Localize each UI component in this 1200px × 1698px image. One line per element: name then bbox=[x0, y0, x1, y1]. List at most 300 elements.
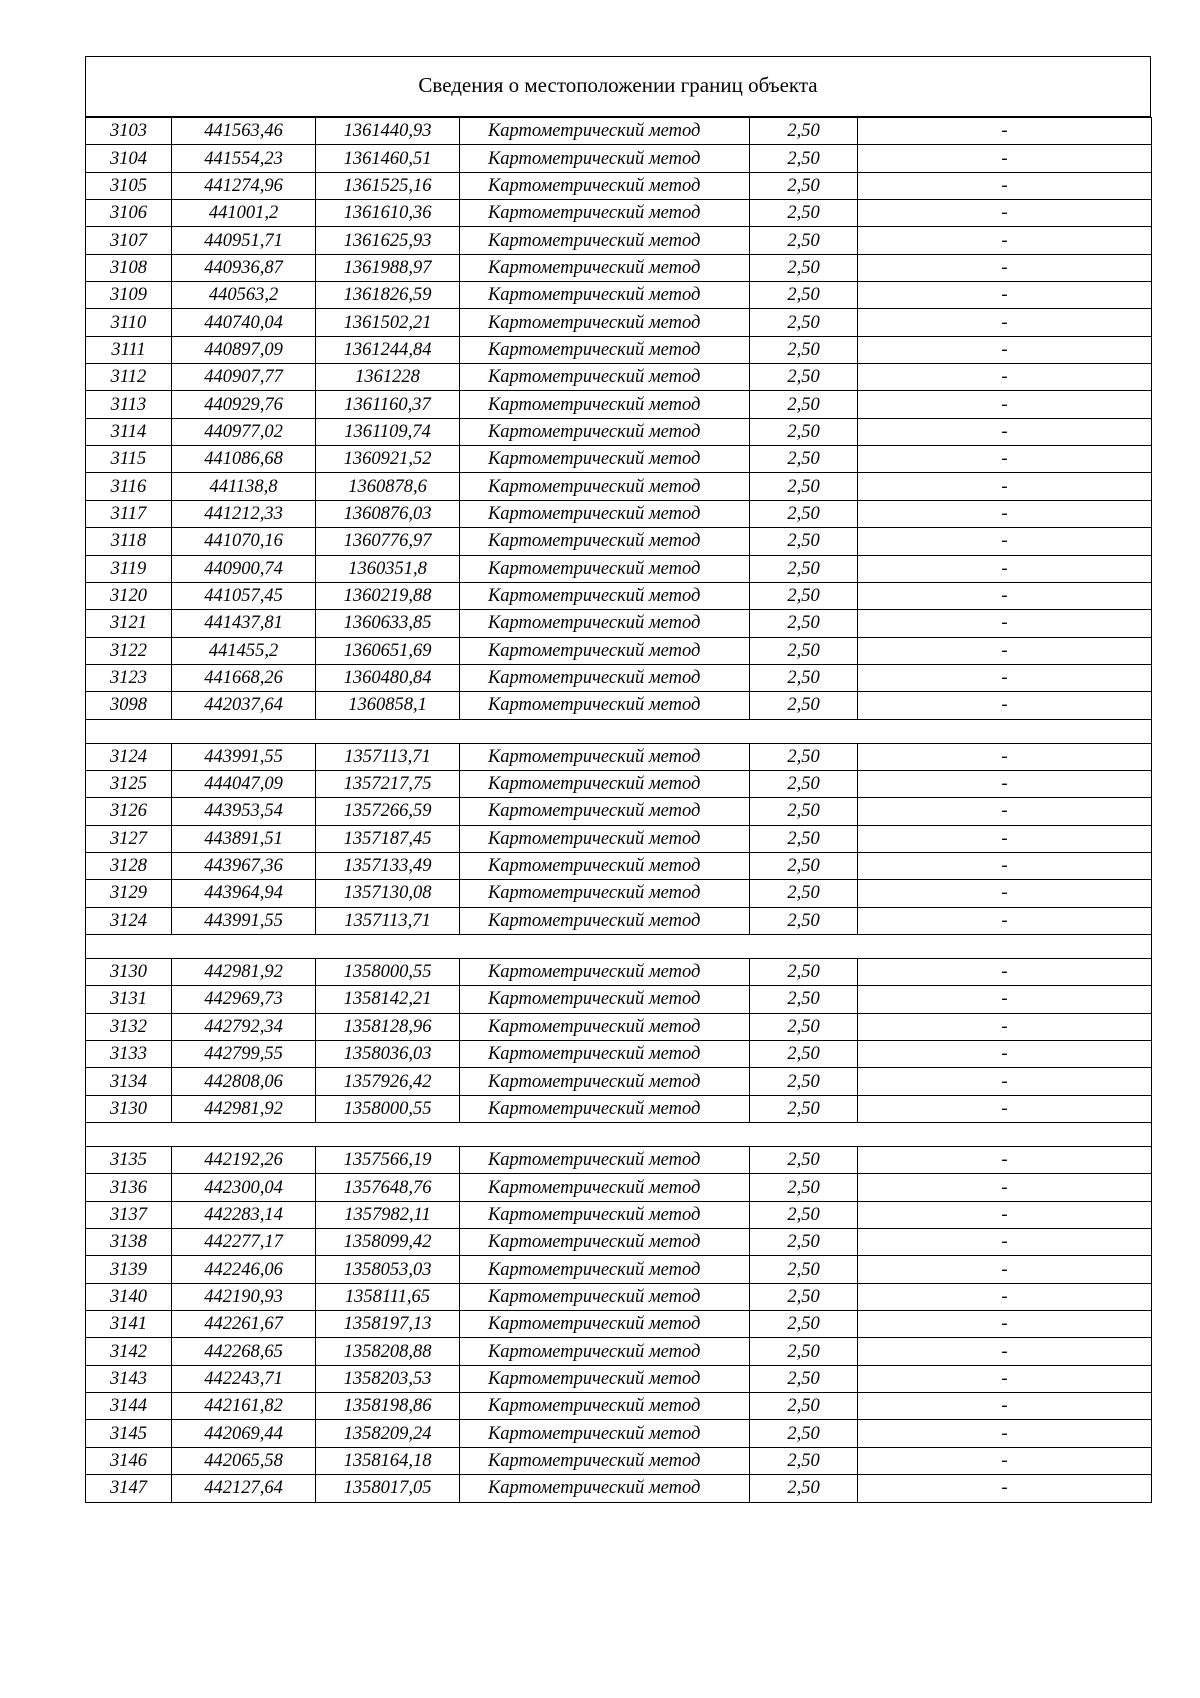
accuracy-cell: 2,50 bbox=[750, 1013, 858, 1040]
accuracy-cell: 2,50 bbox=[750, 227, 858, 254]
point-number-cell: 3115 bbox=[86, 446, 172, 473]
accuracy-cell: 2,50 bbox=[750, 254, 858, 281]
table-row bbox=[86, 798, 1152, 825]
accuracy-cell: 2,50 bbox=[750, 1068, 858, 1095]
table-row bbox=[86, 1283, 1152, 1310]
accuracy-cell: 2,50 bbox=[750, 958, 858, 985]
y-coordinate-cell: 1357130,08 bbox=[316, 880, 460, 907]
table-row bbox=[86, 610, 1152, 637]
x-coordinate-cell: 443964,94 bbox=[172, 880, 316, 907]
method-cell: Картометрический метод bbox=[460, 880, 750, 907]
accuracy-cell: 2,50 bbox=[750, 1229, 858, 1256]
method-cell: Картометрический метод bbox=[460, 1013, 750, 1040]
note-cell: - bbox=[858, 1311, 1152, 1338]
x-coordinate-cell: 440897,09 bbox=[172, 336, 316, 363]
method-cell: Картометрический метод bbox=[460, 582, 750, 609]
point-number-cell: 3125 bbox=[86, 770, 172, 797]
table-row bbox=[86, 907, 1152, 934]
accuracy-cell: 2,50 bbox=[750, 555, 858, 582]
y-coordinate-cell: 1358017,05 bbox=[316, 1475, 460, 1502]
table-row bbox=[86, 336, 1152, 363]
point-number-cell: 3135 bbox=[86, 1147, 172, 1174]
note-cell: - bbox=[858, 770, 1152, 797]
table-row bbox=[86, 528, 1152, 555]
table-row bbox=[86, 986, 1152, 1013]
table-row bbox=[86, 227, 1152, 254]
x-coordinate-cell: 442192,26 bbox=[172, 1147, 316, 1174]
method-cell: Картометрический метод bbox=[460, 1256, 750, 1283]
accuracy-cell: 2,50 bbox=[750, 1147, 858, 1174]
accuracy-cell: 2,50 bbox=[750, 825, 858, 852]
method-cell: Картометрический метод bbox=[460, 1229, 750, 1256]
x-coordinate-cell: 441070,16 bbox=[172, 528, 316, 555]
table-row bbox=[86, 118, 1152, 145]
point-number-cell: 3104 bbox=[86, 145, 172, 172]
point-number-cell: 3143 bbox=[86, 1365, 172, 1392]
accuracy-cell: 2,50 bbox=[750, 1365, 858, 1392]
y-coordinate-cell: 1358208,88 bbox=[316, 1338, 460, 1365]
accuracy-cell: 2,50 bbox=[750, 446, 858, 473]
method-cell: Картометрический метод bbox=[460, 145, 750, 172]
y-coordinate-cell: 1360776,97 bbox=[316, 528, 460, 555]
note-cell: - bbox=[858, 1283, 1152, 1310]
note-cell: - bbox=[858, 1229, 1152, 1256]
note-cell: - bbox=[858, 1174, 1152, 1201]
boundary-coordinates-sheet bbox=[85, 56, 1151, 1503]
accuracy-cell: 2,50 bbox=[750, 309, 858, 336]
method-cell: Картометрический метод bbox=[460, 555, 750, 582]
point-number-cell: 3098 bbox=[86, 692, 172, 719]
method-cell: Картометрический метод bbox=[460, 1338, 750, 1365]
x-coordinate-cell: 440929,76 bbox=[172, 391, 316, 418]
accuracy-cell: 2,50 bbox=[750, 1201, 858, 1228]
method-cell: Картометрический метод bbox=[460, 391, 750, 418]
coordinates-table bbox=[85, 117, 1152, 1503]
group-separator-cell bbox=[86, 1123, 1152, 1147]
accuracy-cell: 2,50 bbox=[750, 1311, 858, 1338]
note-cell: - bbox=[858, 555, 1152, 582]
coordinates-table-body bbox=[86, 118, 1152, 1503]
point-number-cell: 3117 bbox=[86, 500, 172, 527]
y-coordinate-cell: 1358197,13 bbox=[316, 1311, 460, 1338]
x-coordinate-cell: 442981,92 bbox=[172, 958, 316, 985]
y-coordinate-cell: 1357982,11 bbox=[316, 1201, 460, 1228]
point-number-cell: 3124 bbox=[86, 743, 172, 770]
x-coordinate-cell: 442808,06 bbox=[172, 1068, 316, 1095]
y-coordinate-cell: 1361244,84 bbox=[316, 336, 460, 363]
method-cell: Картометрический метод bbox=[460, 958, 750, 985]
table-row bbox=[86, 254, 1152, 281]
table-row bbox=[86, 418, 1152, 445]
x-coordinate-cell: 442190,93 bbox=[172, 1283, 316, 1310]
method-cell: Картометрический метод bbox=[460, 852, 750, 879]
x-coordinate-cell: 443991,55 bbox=[172, 743, 316, 770]
y-coordinate-cell: 1358053,03 bbox=[316, 1256, 460, 1283]
point-number-cell: 3146 bbox=[86, 1447, 172, 1474]
x-coordinate-cell: 442300,04 bbox=[172, 1174, 316, 1201]
point-number-cell: 3112 bbox=[86, 364, 172, 391]
x-coordinate-cell: 441437,81 bbox=[172, 610, 316, 637]
note-cell: - bbox=[858, 637, 1152, 664]
note-cell: - bbox=[858, 1041, 1152, 1068]
accuracy-cell: 2,50 bbox=[750, 610, 858, 637]
accuracy-cell: 2,50 bbox=[750, 743, 858, 770]
method-cell: Картометрический метод bbox=[460, 798, 750, 825]
accuracy-cell: 2,50 bbox=[750, 1420, 858, 1447]
x-coordinate-cell: 440977,02 bbox=[172, 418, 316, 445]
y-coordinate-cell: 1360876,03 bbox=[316, 500, 460, 527]
x-coordinate-cell: 443991,55 bbox=[172, 907, 316, 934]
x-coordinate-cell: 442243,71 bbox=[172, 1365, 316, 1392]
y-coordinate-cell: 1361525,16 bbox=[316, 172, 460, 199]
method-cell: Картометрический метод bbox=[460, 1311, 750, 1338]
note-cell: - bbox=[858, 852, 1152, 879]
note-cell: - bbox=[858, 958, 1152, 985]
y-coordinate-cell: 1358128,96 bbox=[316, 1013, 460, 1040]
y-coordinate-cell: 1358036,03 bbox=[316, 1041, 460, 1068]
note-cell: - bbox=[858, 254, 1152, 281]
note-cell: - bbox=[858, 1147, 1152, 1174]
x-coordinate-cell: 440936,87 bbox=[172, 254, 316, 281]
method-cell: Картометрический метод bbox=[460, 1420, 750, 1447]
note-cell: - bbox=[858, 664, 1152, 691]
method-cell: Картометрический метод bbox=[460, 1393, 750, 1420]
accuracy-cell: 2,50 bbox=[750, 200, 858, 227]
point-number-cell: 3103 bbox=[86, 118, 172, 145]
table-row bbox=[86, 446, 1152, 473]
y-coordinate-cell: 1361826,59 bbox=[316, 282, 460, 309]
y-coordinate-cell: 1360633,85 bbox=[316, 610, 460, 637]
x-coordinate-cell: 444047,09 bbox=[172, 770, 316, 797]
y-coordinate-cell: 1357113,71 bbox=[316, 907, 460, 934]
point-number-cell: 3138 bbox=[86, 1229, 172, 1256]
point-number-cell: 3111 bbox=[86, 336, 172, 363]
table-row bbox=[86, 637, 1152, 664]
accuracy-cell: 2,50 bbox=[750, 1174, 858, 1201]
table-row bbox=[86, 1475, 1152, 1502]
y-coordinate-cell: 1357926,42 bbox=[316, 1068, 460, 1095]
group-separator-cell bbox=[86, 934, 1152, 958]
x-coordinate-cell: 442261,67 bbox=[172, 1311, 316, 1338]
method-cell: Картометрический метод bbox=[460, 446, 750, 473]
y-coordinate-cell: 1361160,37 bbox=[316, 391, 460, 418]
method-cell: Картометрический метод bbox=[460, 1095, 750, 1122]
table-row bbox=[86, 473, 1152, 500]
accuracy-cell: 2,50 bbox=[750, 282, 858, 309]
table-row bbox=[86, 364, 1152, 391]
method-cell: Картометрический метод bbox=[460, 907, 750, 934]
method-cell: Картометрический метод bbox=[460, 692, 750, 719]
table-row bbox=[86, 880, 1152, 907]
point-number-cell: 3105 bbox=[86, 172, 172, 199]
note-cell: - bbox=[858, 309, 1152, 336]
y-coordinate-cell: 1360351,8 bbox=[316, 555, 460, 582]
point-number-cell: 3130 bbox=[86, 958, 172, 985]
y-coordinate-cell: 1358164,18 bbox=[316, 1447, 460, 1474]
point-number-cell: 3110 bbox=[86, 309, 172, 336]
table-row bbox=[86, 1147, 1152, 1174]
note-cell: - bbox=[858, 200, 1152, 227]
method-cell: Картометрический метод bbox=[460, 1201, 750, 1228]
y-coordinate-cell: 1357266,59 bbox=[316, 798, 460, 825]
x-coordinate-cell: 442792,34 bbox=[172, 1013, 316, 1040]
note-cell: - bbox=[858, 1365, 1152, 1392]
method-cell: Картометрический метод bbox=[460, 336, 750, 363]
accuracy-cell: 2,50 bbox=[750, 418, 858, 445]
y-coordinate-cell: 1357217,75 bbox=[316, 770, 460, 797]
note-cell: - bbox=[858, 743, 1152, 770]
note-cell: - bbox=[858, 1201, 1152, 1228]
table-row bbox=[86, 582, 1152, 609]
y-coordinate-cell: 1357133,49 bbox=[316, 852, 460, 879]
table-row bbox=[86, 1229, 1152, 1256]
y-coordinate-cell: 1358099,42 bbox=[316, 1229, 460, 1256]
table-row bbox=[86, 172, 1152, 199]
note-cell: - bbox=[858, 446, 1152, 473]
x-coordinate-cell: 440907,77 bbox=[172, 364, 316, 391]
point-number-cell: 3134 bbox=[86, 1068, 172, 1095]
x-coordinate-cell: 442065,58 bbox=[172, 1447, 316, 1474]
y-coordinate-cell: 1358111,65 bbox=[316, 1283, 460, 1310]
x-coordinate-cell: 441001,2 bbox=[172, 200, 316, 227]
accuracy-cell: 2,50 bbox=[750, 336, 858, 363]
note-cell: - bbox=[858, 118, 1152, 145]
method-cell: Картометрический метод bbox=[460, 227, 750, 254]
accuracy-cell: 2,50 bbox=[750, 364, 858, 391]
method-cell: Картометрический метод bbox=[460, 500, 750, 527]
note-cell: - bbox=[858, 1447, 1152, 1474]
y-coordinate-cell: 1358000,55 bbox=[316, 1095, 460, 1122]
point-number-cell: 3144 bbox=[86, 1393, 172, 1420]
table-row bbox=[86, 391, 1152, 418]
method-cell: Картометрический метод bbox=[460, 473, 750, 500]
accuracy-cell: 2,50 bbox=[750, 391, 858, 418]
note-cell: - bbox=[858, 473, 1152, 500]
note-cell: - bbox=[858, 692, 1152, 719]
table-row bbox=[86, 1311, 1152, 1338]
point-number-cell: 3108 bbox=[86, 254, 172, 281]
x-coordinate-cell: 440563,2 bbox=[172, 282, 316, 309]
y-coordinate-cell: 1361228 bbox=[316, 364, 460, 391]
note-cell: - bbox=[858, 528, 1152, 555]
method-cell: Картометрический метод bbox=[460, 743, 750, 770]
point-number-cell: 3121 bbox=[86, 610, 172, 637]
method-cell: Картометрический метод bbox=[460, 610, 750, 637]
y-coordinate-cell: 1361109,74 bbox=[316, 418, 460, 445]
x-coordinate-cell: 441086,68 bbox=[172, 446, 316, 473]
note-cell: - bbox=[858, 364, 1152, 391]
y-coordinate-cell: 1358142,21 bbox=[316, 986, 460, 1013]
y-coordinate-cell: 1360651,69 bbox=[316, 637, 460, 664]
point-number-cell: 3140 bbox=[86, 1283, 172, 1310]
point-number-cell: 3113 bbox=[86, 391, 172, 418]
note-cell: - bbox=[858, 172, 1152, 199]
table-row bbox=[86, 770, 1152, 797]
note-cell: - bbox=[858, 1068, 1152, 1095]
table-row bbox=[86, 958, 1152, 985]
y-coordinate-cell: 1357648,76 bbox=[316, 1174, 460, 1201]
accuracy-cell: 2,50 bbox=[750, 500, 858, 527]
method-cell: Картометрический метод bbox=[460, 664, 750, 691]
method-cell: Картометрический метод bbox=[460, 1283, 750, 1310]
y-coordinate-cell: 1357187,45 bbox=[316, 825, 460, 852]
table-row bbox=[86, 200, 1152, 227]
method-cell: Картометрический метод bbox=[460, 1041, 750, 1068]
point-number-cell: 3126 bbox=[86, 798, 172, 825]
method-cell: Картометрический метод bbox=[460, 1475, 750, 1502]
method-cell: Картометрический метод bbox=[460, 825, 750, 852]
accuracy-cell: 2,50 bbox=[750, 770, 858, 797]
table-row bbox=[86, 282, 1152, 309]
method-cell: Картометрический метод bbox=[460, 118, 750, 145]
x-coordinate-cell: 442981,92 bbox=[172, 1095, 316, 1122]
x-coordinate-cell: 441212,33 bbox=[172, 500, 316, 527]
accuracy-cell: 2,50 bbox=[750, 172, 858, 199]
note-cell: - bbox=[858, 391, 1152, 418]
note-cell: - bbox=[858, 1393, 1152, 1420]
table-row bbox=[86, 145, 1152, 172]
y-coordinate-cell: 1360858,1 bbox=[316, 692, 460, 719]
note-cell: - bbox=[858, 418, 1152, 445]
method-cell: Картометрический метод bbox=[460, 418, 750, 445]
note-cell: - bbox=[858, 145, 1152, 172]
y-coordinate-cell: 1361440,93 bbox=[316, 118, 460, 145]
point-number-cell: 3124 bbox=[86, 907, 172, 934]
method-cell: Картометрический метод bbox=[460, 309, 750, 336]
table-row bbox=[86, 555, 1152, 582]
x-coordinate-cell: 441563,46 bbox=[172, 118, 316, 145]
point-number-cell: 3142 bbox=[86, 1338, 172, 1365]
x-coordinate-cell: 442277,17 bbox=[172, 1229, 316, 1256]
y-coordinate-cell: 1361625,93 bbox=[316, 227, 460, 254]
method-cell: Картометрический метод bbox=[460, 200, 750, 227]
note-cell: - bbox=[858, 1420, 1152, 1447]
x-coordinate-cell: 441455,2 bbox=[172, 637, 316, 664]
method-cell: Картометрический метод bbox=[460, 1174, 750, 1201]
accuracy-cell: 2,50 bbox=[750, 528, 858, 555]
point-number-cell: 3136 bbox=[86, 1174, 172, 1201]
x-coordinate-cell: 442069,44 bbox=[172, 1420, 316, 1447]
accuracy-cell: 2,50 bbox=[750, 1338, 858, 1365]
table-row bbox=[86, 664, 1152, 691]
note-cell: - bbox=[858, 880, 1152, 907]
method-cell: Картометрический метод bbox=[460, 1068, 750, 1095]
accuracy-cell: 2,50 bbox=[750, 664, 858, 691]
x-coordinate-cell: 442268,65 bbox=[172, 1338, 316, 1365]
group-separator-cell bbox=[86, 719, 1152, 743]
table-row bbox=[86, 692, 1152, 719]
table-row bbox=[86, 1013, 1152, 1040]
point-number-cell: 3132 bbox=[86, 1013, 172, 1040]
y-coordinate-cell: 1357566,19 bbox=[316, 1147, 460, 1174]
y-coordinate-cell: 1357113,71 bbox=[316, 743, 460, 770]
table-row bbox=[86, 1201, 1152, 1228]
point-number-cell: 3109 bbox=[86, 282, 172, 309]
table-row bbox=[86, 852, 1152, 879]
method-cell: Картометрический метод bbox=[460, 1447, 750, 1474]
accuracy-cell: 2,50 bbox=[750, 1095, 858, 1122]
point-number-cell: 3107 bbox=[86, 227, 172, 254]
accuracy-cell: 2,50 bbox=[750, 145, 858, 172]
accuracy-cell: 2,50 bbox=[750, 582, 858, 609]
accuracy-cell: 2,50 bbox=[750, 1041, 858, 1068]
group-separator-row bbox=[86, 1123, 1152, 1147]
table-row bbox=[86, 1095, 1152, 1122]
point-number-cell: 3123 bbox=[86, 664, 172, 691]
note-cell: - bbox=[858, 582, 1152, 609]
x-coordinate-cell: 440951,71 bbox=[172, 227, 316, 254]
accuracy-cell: 2,50 bbox=[750, 118, 858, 145]
x-coordinate-cell: 440740,04 bbox=[172, 309, 316, 336]
point-number-cell: 3114 bbox=[86, 418, 172, 445]
table-row bbox=[86, 1068, 1152, 1095]
point-number-cell: 3133 bbox=[86, 1041, 172, 1068]
x-coordinate-cell: 442799,55 bbox=[172, 1041, 316, 1068]
note-cell: - bbox=[858, 1095, 1152, 1122]
y-coordinate-cell: 1361988,97 bbox=[316, 254, 460, 281]
x-coordinate-cell: 442246,06 bbox=[172, 1256, 316, 1283]
point-number-cell: 3139 bbox=[86, 1256, 172, 1283]
table-row bbox=[86, 1338, 1152, 1365]
point-number-cell: 3141 bbox=[86, 1311, 172, 1338]
point-number-cell: 3128 bbox=[86, 852, 172, 879]
note-cell: - bbox=[858, 1475, 1152, 1502]
note-cell: - bbox=[858, 500, 1152, 527]
point-number-cell: 3122 bbox=[86, 637, 172, 664]
note-cell: - bbox=[858, 227, 1152, 254]
x-coordinate-cell: 442969,73 bbox=[172, 986, 316, 1013]
method-cell: Картометрический метод bbox=[460, 770, 750, 797]
y-coordinate-cell: 1361460,51 bbox=[316, 145, 460, 172]
point-number-cell: 3130 bbox=[86, 1095, 172, 1122]
note-cell: - bbox=[858, 825, 1152, 852]
x-coordinate-cell: 442127,64 bbox=[172, 1475, 316, 1502]
table-title: Сведения о местоположении границ объекта bbox=[85, 56, 1151, 117]
point-number-cell: 3106 bbox=[86, 200, 172, 227]
point-number-cell: 3116 bbox=[86, 473, 172, 500]
method-cell: Картометрический метод bbox=[460, 282, 750, 309]
y-coordinate-cell: 1360219,88 bbox=[316, 582, 460, 609]
note-cell: - bbox=[858, 610, 1152, 637]
y-coordinate-cell: 1358209,24 bbox=[316, 1420, 460, 1447]
point-number-cell: 3147 bbox=[86, 1475, 172, 1502]
x-coordinate-cell: 443953,54 bbox=[172, 798, 316, 825]
point-number-cell: 3120 bbox=[86, 582, 172, 609]
x-coordinate-cell: 443891,51 bbox=[172, 825, 316, 852]
point-number-cell: 3129 bbox=[86, 880, 172, 907]
accuracy-cell: 2,50 bbox=[750, 986, 858, 1013]
note-cell: - bbox=[858, 282, 1152, 309]
accuracy-cell: 2,50 bbox=[750, 1447, 858, 1474]
accuracy-cell: 2,50 bbox=[750, 907, 858, 934]
group-separator-row bbox=[86, 719, 1152, 743]
table-row bbox=[86, 825, 1152, 852]
accuracy-cell: 2,50 bbox=[750, 692, 858, 719]
group-separator-row bbox=[86, 934, 1152, 958]
x-coordinate-cell: 443967,36 bbox=[172, 852, 316, 879]
x-coordinate-cell: 441668,26 bbox=[172, 664, 316, 691]
y-coordinate-cell: 1360878,6 bbox=[316, 473, 460, 500]
method-cell: Картометрический метод bbox=[460, 1147, 750, 1174]
note-cell: - bbox=[858, 1338, 1152, 1365]
point-number-cell: 3127 bbox=[86, 825, 172, 852]
note-cell: - bbox=[858, 1013, 1152, 1040]
point-number-cell: 3119 bbox=[86, 555, 172, 582]
y-coordinate-cell: 1360921,52 bbox=[316, 446, 460, 473]
x-coordinate-cell: 441274,96 bbox=[172, 172, 316, 199]
note-cell: - bbox=[858, 907, 1152, 934]
x-coordinate-cell: 441138,8 bbox=[172, 473, 316, 500]
